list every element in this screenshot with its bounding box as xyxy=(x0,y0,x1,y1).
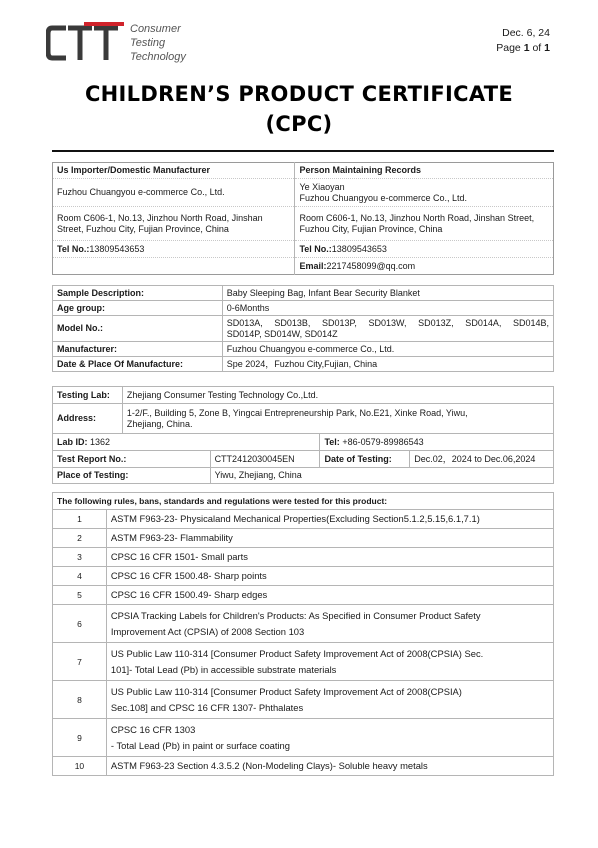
importer-address: Room C606-1, No.13, Jinzhou North Road, Jinshan Street, Fuzhou City, Fujian Province, China xyxy=(53,207,295,241)
testing-date: Dec.02，2024 to Dec.06,2024 xyxy=(410,451,554,468)
lab-table xyxy=(52,386,554,484)
sample-table xyxy=(52,285,554,372)
testing-lab: Zhejiang Consumer Testing Technology Co.,Ltd. xyxy=(122,387,553,404)
ctt-logo xyxy=(46,20,196,66)
sample-description-label: Sample Description: xyxy=(53,286,223,301)
table-row: 1 ASTM F963-23- Physicaland Mechanical Properties(Excluding Section5.1.2,5.15,6.1,7.1) xyxy=(53,510,554,529)
place-of-testing-label: Place of Testing: xyxy=(53,468,211,484)
report-no-label: Test Report No.: xyxy=(53,451,211,468)
sample-description: Baby Sleeping Bag, Infant Bear Security Blanket xyxy=(222,286,553,301)
manufacturer-label: Manufacturer: xyxy=(53,342,223,357)
regulations-table xyxy=(52,492,554,776)
regulation-text: CPSC 16 CFR 1500.48- Sharp points xyxy=(106,567,553,586)
regulation-text: US Public Law 110-314 [Consumer Product Safety Improvement Act of 2008(CPSIA) Sec.108] and CPSC 16 CFR 1307- Phthalates xyxy=(106,681,553,719)
testing-lab-label: Testing Lab: xyxy=(53,387,123,404)
table-row: 9 CPSC 16 CFR 1303 - Total Lead (Pb) in paint or surface coating xyxy=(53,719,554,757)
regulation-text: US Public Law 110-314 [Consumer Product Safety Improvement Act of 2008(CPSIA) Sec. 101]- Total Lead (Pb) in accessible substrate materials xyxy=(106,643,553,681)
date-place: Spe 2024，Fuzhou City,Fujian, China xyxy=(222,357,553,372)
date-place-label: Date & Place Of Manufacture: xyxy=(53,357,223,372)
importer-label: Us Importer/Domestic Manufacturer xyxy=(53,163,295,179)
address-label: Address: xyxy=(53,404,123,434)
model-no-label: Model No.: xyxy=(53,316,223,342)
table-row: 5 CPSC 16 CFR 1500.49- Sharp edges xyxy=(53,586,554,605)
parties-table xyxy=(52,162,554,275)
table-row: 3 CPSC 16 CFR 1501- Small parts xyxy=(53,548,554,567)
table-row: 4 CPSC 16 CFR 1500.48- Sharp points xyxy=(53,567,554,586)
regulation-text: CPSC 16 CFR 1303 - Total Lead (Pb) in paint or surface coating xyxy=(106,719,553,757)
manufacturer: Fuzhou Chuangyou e-commerce Co., Ltd. xyxy=(222,342,553,357)
testing-date-label: Date of Testing: xyxy=(320,451,410,468)
lab-id: Lab ID: 1362 xyxy=(53,434,320,451)
age-group: 0-6Months xyxy=(222,301,553,316)
document-header xyxy=(0,0,598,80)
certificate-subtitle: (CPC) xyxy=(265,112,333,136)
document-meta xyxy=(496,26,550,56)
table-row: 7 US Public Law 110-314 [Consumer Product Safety Improvement Act of 2008(CPSIA) Sec. 101]- Total Lead (Pb) in accessible substrate materials xyxy=(53,643,554,681)
table-row: 8 US Public Law 110-314 [Consumer Product Safety Improvement Act of 2008(CPSIA) Sec.108] and CPSC 16 CFR 1307- Phthalates xyxy=(53,681,554,719)
table-row: 2 ASTM F963-23- Flammability xyxy=(53,529,554,548)
certificate-title: CHILDREN’S PRODUCT CERTIFICATE xyxy=(84,82,514,106)
lab-address: 1-2/F., Building 5, Zone B, Yingcai Entrepreneurship Park, No.E21, Xinke Road, Yiwu, Zhejiang, China. xyxy=(122,404,553,434)
table-row: 10 ASTM F963-23 Section 4.3.5.2 (Non-Modeling Clays)- Soluble heavy metals xyxy=(53,757,554,776)
regulation-text: ASTM F963-23- Physicaland Mechanical Properties(Excluding Section5.1.2,5.15,6.1,7.1) xyxy=(106,510,553,529)
document-date: Dec. 6, 24 xyxy=(502,27,550,39)
model-no: SD013A, SD013B, SD013P, SD013W, SD013Z, SD014A, SD014B, SD014P, SD014W, SD014Z xyxy=(222,316,553,342)
regulation-text: ASTM F963-23- Flammability xyxy=(106,529,553,548)
importer-tel: Tel No.:13809543653 xyxy=(53,241,295,258)
ctt-logo-mark xyxy=(46,20,126,66)
page-indicator: Page 1 of 1 xyxy=(496,42,550,54)
place-of-testing: Yiwu, Zhejiang, China xyxy=(210,468,553,484)
records-contact: Ye Xiaoyan Fuzhou Chuangyou e-commerce Co., Ltd. xyxy=(295,179,554,207)
table-row: 6 CPSIA Tracking Labels for Children's Products: As Specified in Consumer Product Safety Improvement Act (CPSIA) of 2008 Section 103 xyxy=(53,605,554,643)
lab-tel: Tel: +86-0579-89986543 xyxy=(320,434,554,451)
regulation-text: ASTM F963-23 Section 4.3.5.2 (Non-Modeling Clays)- Soluble heavy metals xyxy=(106,757,553,776)
records-address: Room C606-1, No.13, Jinzhou North Road, Jinshan Street, Fuzhou City, Fujian Province, China xyxy=(295,207,554,241)
records-email: Email:2217458099@qq.com xyxy=(295,258,554,275)
regulation-text: CPSC 16 CFR 1500.49- Sharp edges xyxy=(106,586,553,605)
report-no: CTT2412030045EN xyxy=(210,451,320,468)
regulation-text: CPSC 16 CFR 1501- Small parts xyxy=(106,548,553,567)
regulation-text: CPSIA Tracking Labels for Children's Products: As Specified in Consumer Product Safety Improvement Act (CPSIA) of 2008 Section 103 xyxy=(106,605,553,643)
age-group-label: Age group: xyxy=(53,301,223,316)
importer-name: Fuzhou Chuangyou e-commerce Co., Ltd. xyxy=(53,179,295,207)
records-label: Person Maintaining Records xyxy=(295,163,554,179)
regulations-heading: The following rules, bans, standards and regulations were tested for this product: xyxy=(53,493,554,510)
section-divider xyxy=(52,150,554,152)
records-tel: Tel No.:13809543653 xyxy=(295,241,554,258)
logo-company-text: Consumer Testing Technology xyxy=(130,23,186,63)
